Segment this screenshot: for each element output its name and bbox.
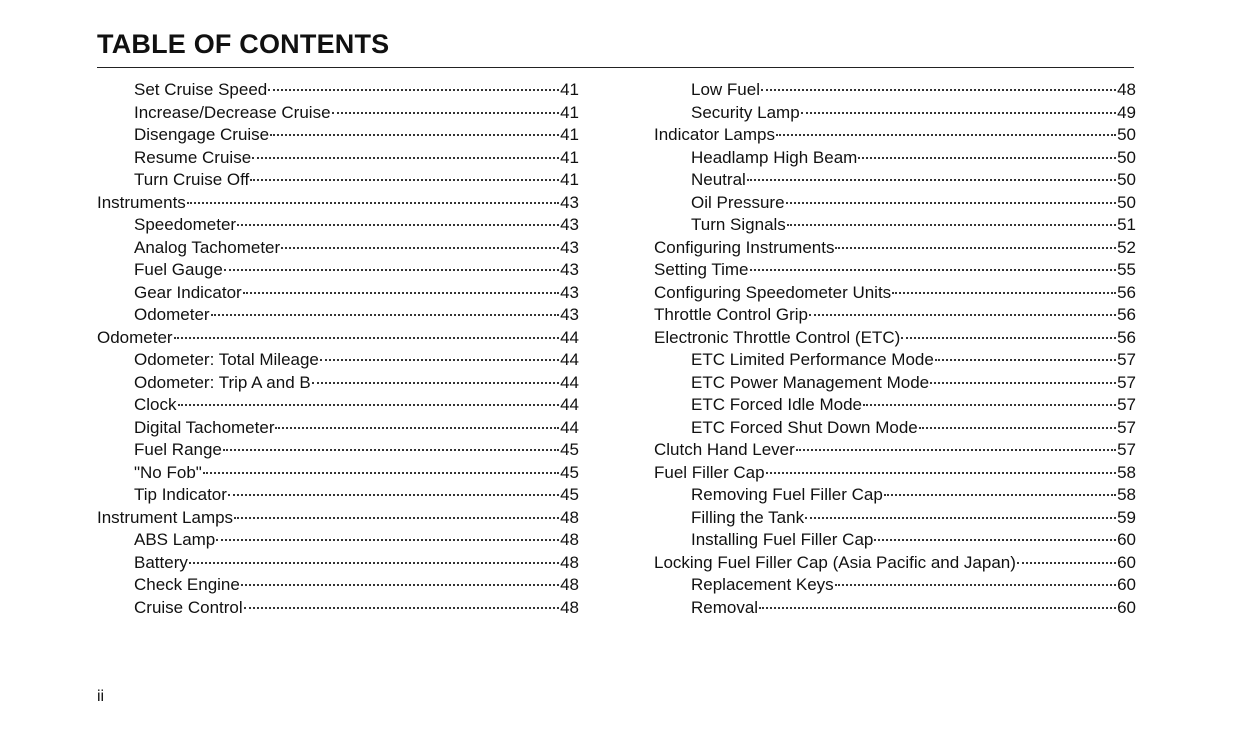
toc-entry[interactable]: [654, 79, 1136, 102]
toc-entry-page: 43: [560, 305, 579, 324]
toc-entry-page: 43: [560, 237, 579, 257]
toc-entry-page: 43: [560, 192, 579, 212]
toc-entry-label: Clock: [134, 395, 177, 414]
toc-entry-page: 43: [560, 260, 579, 279]
toc-entry[interactable]: [97, 327, 579, 350]
toc-entry[interactable]: [97, 79, 579, 102]
toc-column-right: [654, 79, 1136, 619]
toc-entry-page: 51: [1117, 215, 1136, 234]
toc-entry-page: 41: [560, 102, 579, 122]
toc-entry-label: Instruments: [97, 192, 186, 212]
dot-leader: [241, 584, 559, 586]
toc-entry-page: 44: [560, 417, 579, 437]
toc-entry-label: Fuel Range: [134, 440, 222, 459]
dot-leader: [935, 359, 1116, 361]
toc-entry-label: Instrument Lamps: [97, 507, 234, 527]
toc-entry[interactable]: [654, 372, 1136, 395]
dot-leader: [252, 157, 559, 159]
dot-leader: [237, 224, 559, 226]
toc-entry-label: Configuring Instruments: [654, 237, 835, 257]
toc-entry-page: 50: [1117, 147, 1136, 167]
toc-entry-label: ETC Forced Shut Down Mode: [691, 417, 918, 437]
toc-entry-page: 56: [1117, 305, 1136, 324]
dot-leader: [901, 337, 1116, 339]
dot-leader: [281, 247, 559, 249]
toc-entry-label: Security Lamp: [691, 102, 800, 122]
toc-entry-label: Gear Indicator: [134, 282, 242, 302]
toc-entry-page: 57: [1117, 417, 1136, 437]
toc-entry-page: 58: [1117, 485, 1136, 504]
toc-entry-label: ETC Power Management Mode: [691, 372, 930, 392]
toc-entry[interactable]: [654, 192, 1136, 215]
toc-entry[interactable]: [654, 529, 1136, 552]
dot-leader: [216, 539, 559, 541]
dot-leader: [874, 539, 1116, 541]
toc-entry-label: Clutch Hand Lever: [654, 440, 795, 459]
toc-entry-page: 56: [1117, 327, 1136, 347]
dot-leader: [786, 202, 1117, 204]
toc-entry[interactable]: [97, 304, 579, 327]
toc-entry-page: 43: [560, 282, 579, 302]
toc-entry[interactable]: [97, 372, 579, 395]
toc-entry[interactable]: [654, 102, 1136, 125]
toc-entry-label: Check Engine: [134, 575, 240, 594]
toc-entry-label: Low Fuel: [691, 80, 760, 99]
toc-entry-label: Analog Tachometer: [134, 237, 281, 257]
toc-entry[interactable]: [97, 394, 579, 417]
dot-leader: [805, 517, 1116, 519]
dot-leader: [234, 517, 559, 519]
title-divider: [97, 67, 1134, 68]
toc-entry[interactable]: [97, 192, 579, 215]
toc-entry-label: Battery: [134, 552, 188, 572]
dot-leader: [250, 179, 559, 181]
toc-entry[interactable]: [97, 507, 579, 530]
toc-entry-label: Speedometer: [134, 215, 237, 234]
dot-leader: [835, 584, 1116, 586]
dot-leader: [223, 449, 559, 451]
dot-leader: [244, 607, 559, 609]
dot-leader: [189, 562, 559, 564]
toc-entry-label: Resume Cruise: [134, 147, 252, 167]
toc-entry[interactable]: [654, 147, 1136, 170]
toc-entry[interactable]: [654, 597, 1136, 620]
toc-entry-page: 60: [1117, 530, 1136, 549]
toc-entry-label: Setting Time: [654, 260, 749, 279]
dot-leader: [243, 292, 559, 294]
dot-leader: [858, 157, 1116, 159]
toc-entry-page: 41: [560, 170, 579, 189]
toc-entry-label: ETC Forced Idle Mode: [691, 395, 863, 414]
dot-leader: [211, 314, 559, 316]
dot-leader: [776, 134, 1116, 136]
dot-leader: [203, 472, 559, 474]
dot-leader: [863, 404, 1116, 406]
toc-entry-page: 50: [1117, 170, 1136, 189]
toc-entry-label: Increase/Decrease Cruise: [134, 102, 331, 122]
toc-entry-page: 45: [560, 462, 579, 482]
toc-entry[interactable]: [97, 169, 579, 192]
toc-entry-page: 60: [1117, 552, 1136, 572]
toc-entry[interactable]: [654, 394, 1136, 417]
toc-entry-label: "No Fob": [134, 462, 202, 482]
dot-leader: [759, 607, 1116, 609]
dot-leader: [930, 382, 1116, 384]
toc-entry[interactable]: [654, 169, 1136, 192]
dot-leader: [1017, 562, 1116, 564]
dot-leader: [761, 89, 1116, 91]
toc-entry-page: 57: [1117, 350, 1136, 369]
toc-entry-page: 48: [560, 575, 579, 594]
toc-entry-label: Tip Indicator: [134, 485, 227, 504]
toc-entry[interactable]: [654, 214, 1136, 237]
toc-entry[interactable]: [97, 124, 579, 147]
toc-entry-page: 57: [1117, 440, 1136, 459]
toc-entry[interactable]: [654, 327, 1136, 350]
toc-entry[interactable]: [654, 484, 1136, 507]
toc-entry[interactable]: [654, 124, 1136, 147]
toc-entry-label: Turn Cruise Off: [134, 170, 250, 189]
toc-entry[interactable]: [97, 574, 579, 597]
toc-entry[interactable]: [654, 282, 1136, 305]
toc-entry-page: 41: [560, 125, 579, 144]
toc-entry-label: Cruise Control: [134, 597, 243, 617]
toc-entry[interactable]: [97, 147, 579, 170]
toc-entry-page: 55: [1117, 260, 1136, 279]
dot-leader: [809, 314, 1116, 316]
toc-entry-label: Neutral: [691, 170, 746, 189]
toc-entry[interactable]: [654, 552, 1136, 575]
toc-entry-page: 41: [560, 80, 579, 99]
toc-entry[interactable]: [97, 484, 579, 507]
dot-leader: [228, 494, 559, 496]
toc-entry-label: Odometer: Total Mileage: [134, 350, 319, 369]
toc-entry-page: 44: [560, 372, 579, 392]
toc-entry-label: Replacement Keys: [691, 575, 834, 594]
dot-leader: [835, 247, 1116, 249]
dot-leader: [224, 269, 559, 271]
toc-entry-label: Odometer: [97, 327, 173, 347]
toc-entry[interactable]: [654, 349, 1136, 372]
toc-entry[interactable]: [654, 417, 1136, 440]
toc-entry[interactable]: [97, 462, 579, 485]
toc-entry[interactable]: [97, 552, 579, 575]
dot-leader: [312, 382, 559, 384]
dot-leader: [320, 359, 559, 361]
toc-entry-label: Digital Tachometer: [134, 417, 275, 437]
toc-entry[interactable]: [97, 417, 579, 440]
toc-entry[interactable]: [97, 237, 579, 260]
toc-entry-page: 58: [1117, 462, 1136, 482]
toc-entry[interactable]: [97, 349, 579, 372]
toc-entry[interactable]: [654, 574, 1136, 597]
dot-leader: [270, 134, 559, 136]
toc-entry-page: 57: [1117, 395, 1136, 414]
toc-entry-label: Throttle Control Grip: [654, 305, 808, 324]
toc-entry-label: Configuring Speedometer Units: [654, 282, 892, 302]
dot-leader: [766, 472, 1117, 474]
dot-leader: [919, 427, 1116, 429]
toc-entry-page: 44: [560, 350, 579, 369]
dot-leader: [268, 89, 559, 91]
page-number: ii: [97, 688, 105, 705]
toc-entry-label: Headlamp High Beam: [691, 147, 858, 167]
toc-entry-page: 44: [560, 395, 579, 414]
toc-entry-label: Set Cruise Speed: [134, 80, 268, 99]
dot-leader: [187, 202, 559, 204]
dot-leader: [801, 112, 1116, 114]
toc-entry-label: ABS Lamp: [134, 530, 216, 549]
toc-entry-label: Turn Signals: [691, 215, 786, 234]
dot-leader: [174, 337, 559, 339]
toc-entry-label: ETC Limited Performance Mode: [691, 350, 934, 369]
toc-entry[interactable]: [97, 282, 579, 305]
toc-entry-page: 48: [1117, 80, 1136, 99]
toc-entry-page: 43: [560, 215, 579, 234]
toc-entry-page: 59: [1117, 507, 1136, 527]
toc-entry-label: Fuel Filler Cap: [654, 462, 765, 482]
toc-entry-page: 60: [1117, 575, 1136, 594]
toc-entry-page: 57: [1117, 372, 1136, 392]
page-title: TABLE OF CONTENTS: [97, 29, 390, 59]
dot-leader: [332, 112, 560, 114]
toc-entry[interactable]: [654, 507, 1136, 530]
dot-leader: [884, 494, 1116, 496]
toc-entry[interactable]: [97, 102, 579, 125]
toc-entry[interactable]: [97, 597, 579, 620]
dot-leader: [178, 404, 560, 406]
toc-entry-page: 48: [560, 530, 579, 549]
toc-entry-page: 52: [1117, 237, 1136, 257]
toc-entry-label: Odometer: Trip A and B: [134, 372, 311, 392]
toc-entry-page: 49: [1117, 102, 1136, 122]
toc-entry-page: 48: [560, 597, 579, 617]
toc-entry-label: Installing Fuel Filler Cap: [691, 530, 874, 549]
dot-leader: [796, 449, 1116, 451]
toc-entry-page: 44: [560, 327, 579, 347]
toc-entry[interactable]: [97, 259, 579, 282]
toc-entry-page: 50: [1117, 125, 1136, 144]
toc-entry-label: Indicator Lamps: [654, 125, 775, 144]
toc-entry-page: 45: [560, 485, 579, 504]
toc-entry[interactable]: [97, 214, 579, 237]
toc-entry[interactable]: [97, 529, 579, 552]
toc-entry-label: Disengage Cruise: [134, 125, 270, 144]
toc-entry-label: Fuel Gauge: [134, 260, 223, 279]
dot-leader: [275, 427, 559, 429]
toc-entry-page: 60: [1117, 597, 1136, 617]
toc-entry-page: 45: [560, 440, 579, 459]
toc-entry-page: 48: [560, 507, 579, 527]
toc-entry[interactable]: [97, 439, 579, 462]
toc-entry[interactable]: [654, 259, 1136, 282]
toc-entry-label: Removing Fuel Filler Cap: [691, 485, 883, 504]
toc-entry[interactable]: [654, 439, 1136, 462]
toc-entry-label: Odometer: [134, 305, 210, 324]
toc-entry-label: Filling the Tank: [691, 507, 805, 527]
dot-leader: [787, 224, 1116, 226]
toc-entry-page: 48: [560, 552, 579, 572]
toc-entry-label: Electronic Throttle Control (ETC): [654, 327, 901, 347]
toc-entry-page: 50: [1117, 192, 1136, 212]
dot-leader: [750, 269, 1117, 271]
toc-entry-page: 56: [1117, 282, 1136, 302]
toc-entry[interactable]: [654, 237, 1136, 260]
toc-entry[interactable]: [654, 304, 1136, 327]
dot-leader: [892, 292, 1116, 294]
toc-entry-label: Locking Fuel Filler Cap (Asia Pacific and Japan): [654, 552, 1016, 572]
toc-entry-label: Oil Pressure: [691, 192, 785, 212]
toc-column-left: [97, 79, 579, 619]
toc-entry-label: Removal: [691, 597, 759, 617]
toc-entry-page: 41: [560, 147, 579, 167]
toc-entry[interactable]: [654, 462, 1136, 485]
dot-leader: [747, 179, 1116, 181]
